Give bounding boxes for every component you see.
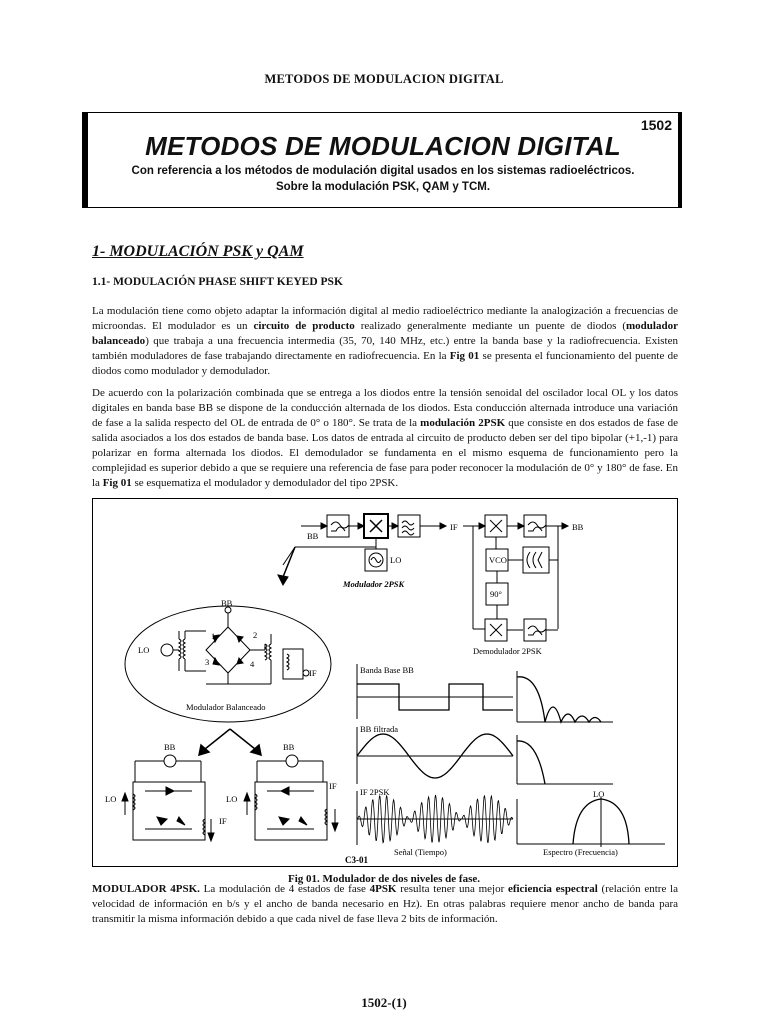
subsection-heading: 1.1- MODULACIÓN PHASE SHIFT KEYED PSK — [92, 276, 343, 288]
waveforms-time — [357, 664, 513, 845]
demodulator-chain — [463, 515, 568, 641]
label-diode-1: 1 — [211, 631, 216, 641]
label-diode-2: 2 — [253, 630, 258, 640]
label-bb-left: BB — [164, 742, 176, 752]
title-box — [82, 112, 682, 208]
label-if-bridge: IF — [309, 668, 317, 678]
label-modulador-balanceado: Modulador Balanceado — [186, 702, 266, 712]
label-bb-bridge: BB — [221, 598, 233, 608]
conduction-circuit-right — [244, 755, 338, 840]
label-bb-demod: BB — [572, 522, 584, 532]
label-diode-3: 3 — [205, 657, 210, 667]
label-lo-left: LO — [105, 794, 117, 804]
paragraph-4psk: MODULADOR 4PSK. La modulación de 4 estados de fase 4PSK resulta tener una mejor eficiencia espectral (relación entre la velocidad de información en b/s y el ancho de banda necesario en Hz). En otras palabras requiere menor ancho de banda para transmitir la misma información debido a que cada nivel de fase lleva 2 bits de información. — [92, 883, 678, 925]
document-title: METODOS DE MODULACION DIGITAL — [145, 131, 621, 161]
label-if-mod: IF — [450, 522, 458, 532]
split-arrows — [199, 729, 261, 755]
label-bb-right: BB — [283, 742, 295, 752]
label-bb-mod: BB — [307, 531, 319, 541]
label-if-right: IF — [329, 781, 337, 791]
paragraph-polarization: De acuerdo con la polarización combinada que se entrega a los diodos entre la tensión senoidal del oscilador local OL y los datos digitales en banda base BB se dispone de la conducción alternada de los diodos. Esta conducción alternada introduce una variación de fase a la salida respecto del OL de entrada de 0° o 180°. Se trata de la modulación 2PSK que consiste en dos estados de fase de salida asociados a los dos estados de banda base. Los datos de entrada al circuito de producto deben ser del tipo bipolar (+1,-1) para polarizar en forma alternada los diodos. El demodulador se fundamenta en el mismo esquema de funcionamiento pero la complejidad es superior debido a que se requiere una referencia de fase para poder reconocer la modulación de 0° y 180° de fase. En la Fig 01 se esquematiza el modulador y demodulador del tipo 2PSK. — [92, 387, 679, 489]
modulator-chain — [278, 514, 446, 585]
label-90-deg: 90° — [490, 589, 502, 599]
section-heading: 1- MODULACIÓN PSK y QAM — [92, 243, 304, 260]
waveforms-spectrum — [517, 671, 665, 847]
label-bb-filtrada: BB filtrada — [360, 724, 399, 734]
document-number: 1502 — [640, 117, 672, 133]
document-subtitle-line-2: Sobre la modulación PSK, QAM y TCM. — [275, 181, 491, 193]
document-subtitle-line-1: Con referencia a los métodos de modulación digital usados en los sistemas radioeléctricos. — [131, 165, 635, 177]
label-espectro: Espectro (Frecuencia) — [543, 847, 618, 857]
conduction-circuit-left — [122, 755, 214, 841]
label-demodulador-2psk: Demodulador 2PSK — [473, 646, 542, 656]
label-figure-code: C3-01 — [345, 855, 368, 865]
figure-caption: Fig 01. Modulador de dos niveles de fase. — [287, 873, 480, 885]
running-header: METODOS DE MODULACION DIGITAL — [264, 72, 504, 86]
label-lo-right: LO — [226, 794, 238, 804]
label-vco: VCO — [489, 555, 507, 565]
page-number: 1502-(1) — [361, 995, 407, 1010]
label-if-2psk: IF 2PSK — [360, 787, 390, 797]
label-senal-tiempo: Señal (Tiempo) — [394, 847, 447, 857]
label-lo-mod: LO — [390, 555, 402, 565]
label-banda-base: Banda Base BB — [360, 665, 414, 675]
figure-diagram — [93, 499, 679, 868]
label-if-left: IF — [219, 816, 227, 826]
label-diode-4: 4 — [250, 659, 255, 669]
label-modulador-2psk: Modulador 2PSK — [343, 579, 405, 589]
label-lo-bridge: LO — [138, 645, 150, 655]
label-lo-spectrum: LO — [593, 789, 605, 799]
paragraph-intro: La modulación tiene como objeto adaptar la información digital al medio radioeléctrico mediante la analogización a frecuencias de microondas. El modulador es un circuito de producto realizado generalmente mediante un puente de diodos (modulador balanceado) que trabaja a una frecuencia intermedia (35, 70, 140 MHz, etc.) entre la banda base y la radiofrecuencia. Existen también moduladores de fase trabajando directamente en radiofrecuencia. En la Fig 01 se presenta el funcionamiento del puente de diodos como modulador y demodulador. — [92, 305, 678, 377]
figure-01 — [92, 498, 678, 867]
